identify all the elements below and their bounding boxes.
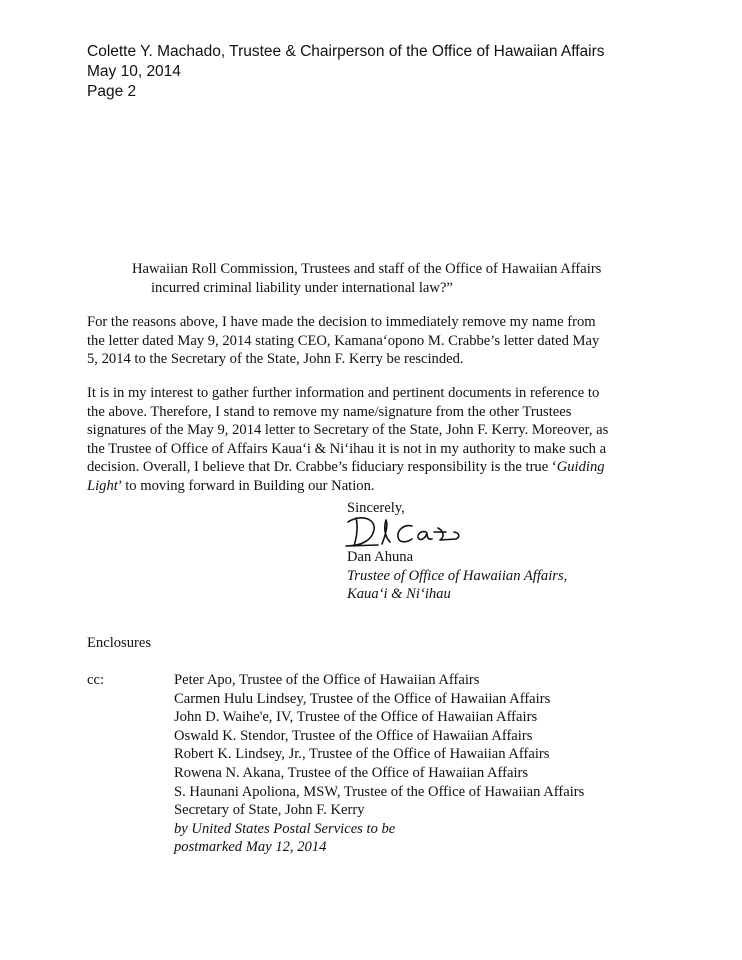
- enclosures-label: Enclosures: [87, 635, 152, 651]
- paragraph-line: It is in my interest to gather further information and pertinent documents in reference to: [87, 385, 600, 401]
- header-date: May 10, 2014: [87, 63, 181, 80]
- signer-title: Kaua‘i & Ni‘ihau: [347, 586, 451, 603]
- signer-name: Dan Ahuna: [347, 549, 414, 565]
- paragraph-line: For the reasons above, I have made the decision to immediately remove my name from: [87, 314, 596, 330]
- paragraph-line: the above. Therefore, I stand to remove my name/signature from the other Trustees: [87, 403, 572, 420]
- header-page-number: Page 2: [87, 83, 137, 100]
- paragraph-decision: [87, 313, 657, 369]
- light-emphasis: Light: [87, 477, 118, 494]
- cc-delivery-note: by United States Postal Services to be: [174, 820, 396, 837]
- quote-line: incurred criminal liability under international law?”: [151, 279, 453, 296]
- paragraph-interest: [87, 384, 657, 496]
- paragraph-line: [87, 458, 657, 477]
- quote-line: Hawaiian Roll Commission, Trustees and staff of the Office of Hawaiian Affairs: [132, 261, 602, 277]
- paragraph-line: 5, 2014 to the Secretary of the State, John F. Kerry be rescinded.: [87, 351, 464, 368]
- cc-recipient: Robert K. Lindsey, Jr., Trustee of the Office of Hawaiian Affairs: [174, 746, 550, 763]
- handwritten-signature: [342, 508, 482, 552]
- cc-recipient: S. Haunani Apoliona, MSW, Trustee of the Office of Hawaiian Affairs: [174, 783, 585, 800]
- cc-recipient: Carmen Hulu Lindsey, Trustee of the Office of Hawaiian Affairs: [174, 690, 551, 707]
- paragraph-line: signatures of the May 9, 2014 letter to Secretary of the State, John F. Kerry. Moreover, as: [87, 422, 609, 439]
- signer-title: Trustee of Office of Hawaiian Affairs,: [347, 567, 568, 584]
- paragraph-line: [87, 477, 657, 496]
- cc-delivery-note: postmarked May 12, 2014: [174, 839, 327, 856]
- cc-recipient: Oswald K. Stendor, Trustee of the Office of Hawaiian Affairs: [174, 727, 533, 744]
- guiding-emphasis: Guiding: [556, 459, 605, 476]
- paragraph-line: the letter dated May 9, 2014 stating CEO, Kamana‘opono M. Crabbe’s letter dated May: [87, 332, 600, 349]
- cc-recipient: Peter Apo, Trustee of the Office of Hawaiian Affairs: [174, 672, 480, 688]
- paragraph-line: the Trustee of Office of Affairs Kaua‘i & Ni‘ihau it is not in my authority to make such a: [87, 440, 607, 457]
- quoted-question: [132, 260, 652, 297]
- header-addressee: Colette Y. Machado, Trustee & Chairperson of the Office of Hawaiian Affairs: [87, 43, 605, 60]
- cc-recipient: [174, 801, 644, 838]
- cc-recipient-name: Secretary of State, John F. Kerry: [174, 802, 365, 819]
- cc-recipient: Rowena N. Akana, Trustee of the Office of Hawaiian Affairs: [174, 764, 529, 781]
- signer-block: [347, 548, 567, 604]
- letter-header: [87, 42, 605, 102]
- paragraph-text: decision. Overall, I believe that Dr. Crabbe’s fiduciary responsibility is the true ‘: [87, 459, 557, 476]
- cc-recipient: John D. Waihe'e, IV, Trustee of the Office of Hawaiian Affairs: [174, 709, 538, 726]
- cc-recipient-list: [174, 671, 644, 857]
- cc-label: cc:: [87, 672, 105, 688]
- closing-salutation: Sincerely,: [347, 500, 405, 516]
- paragraph-text: ’ to moving forward in Building our Nation.: [117, 477, 375, 494]
